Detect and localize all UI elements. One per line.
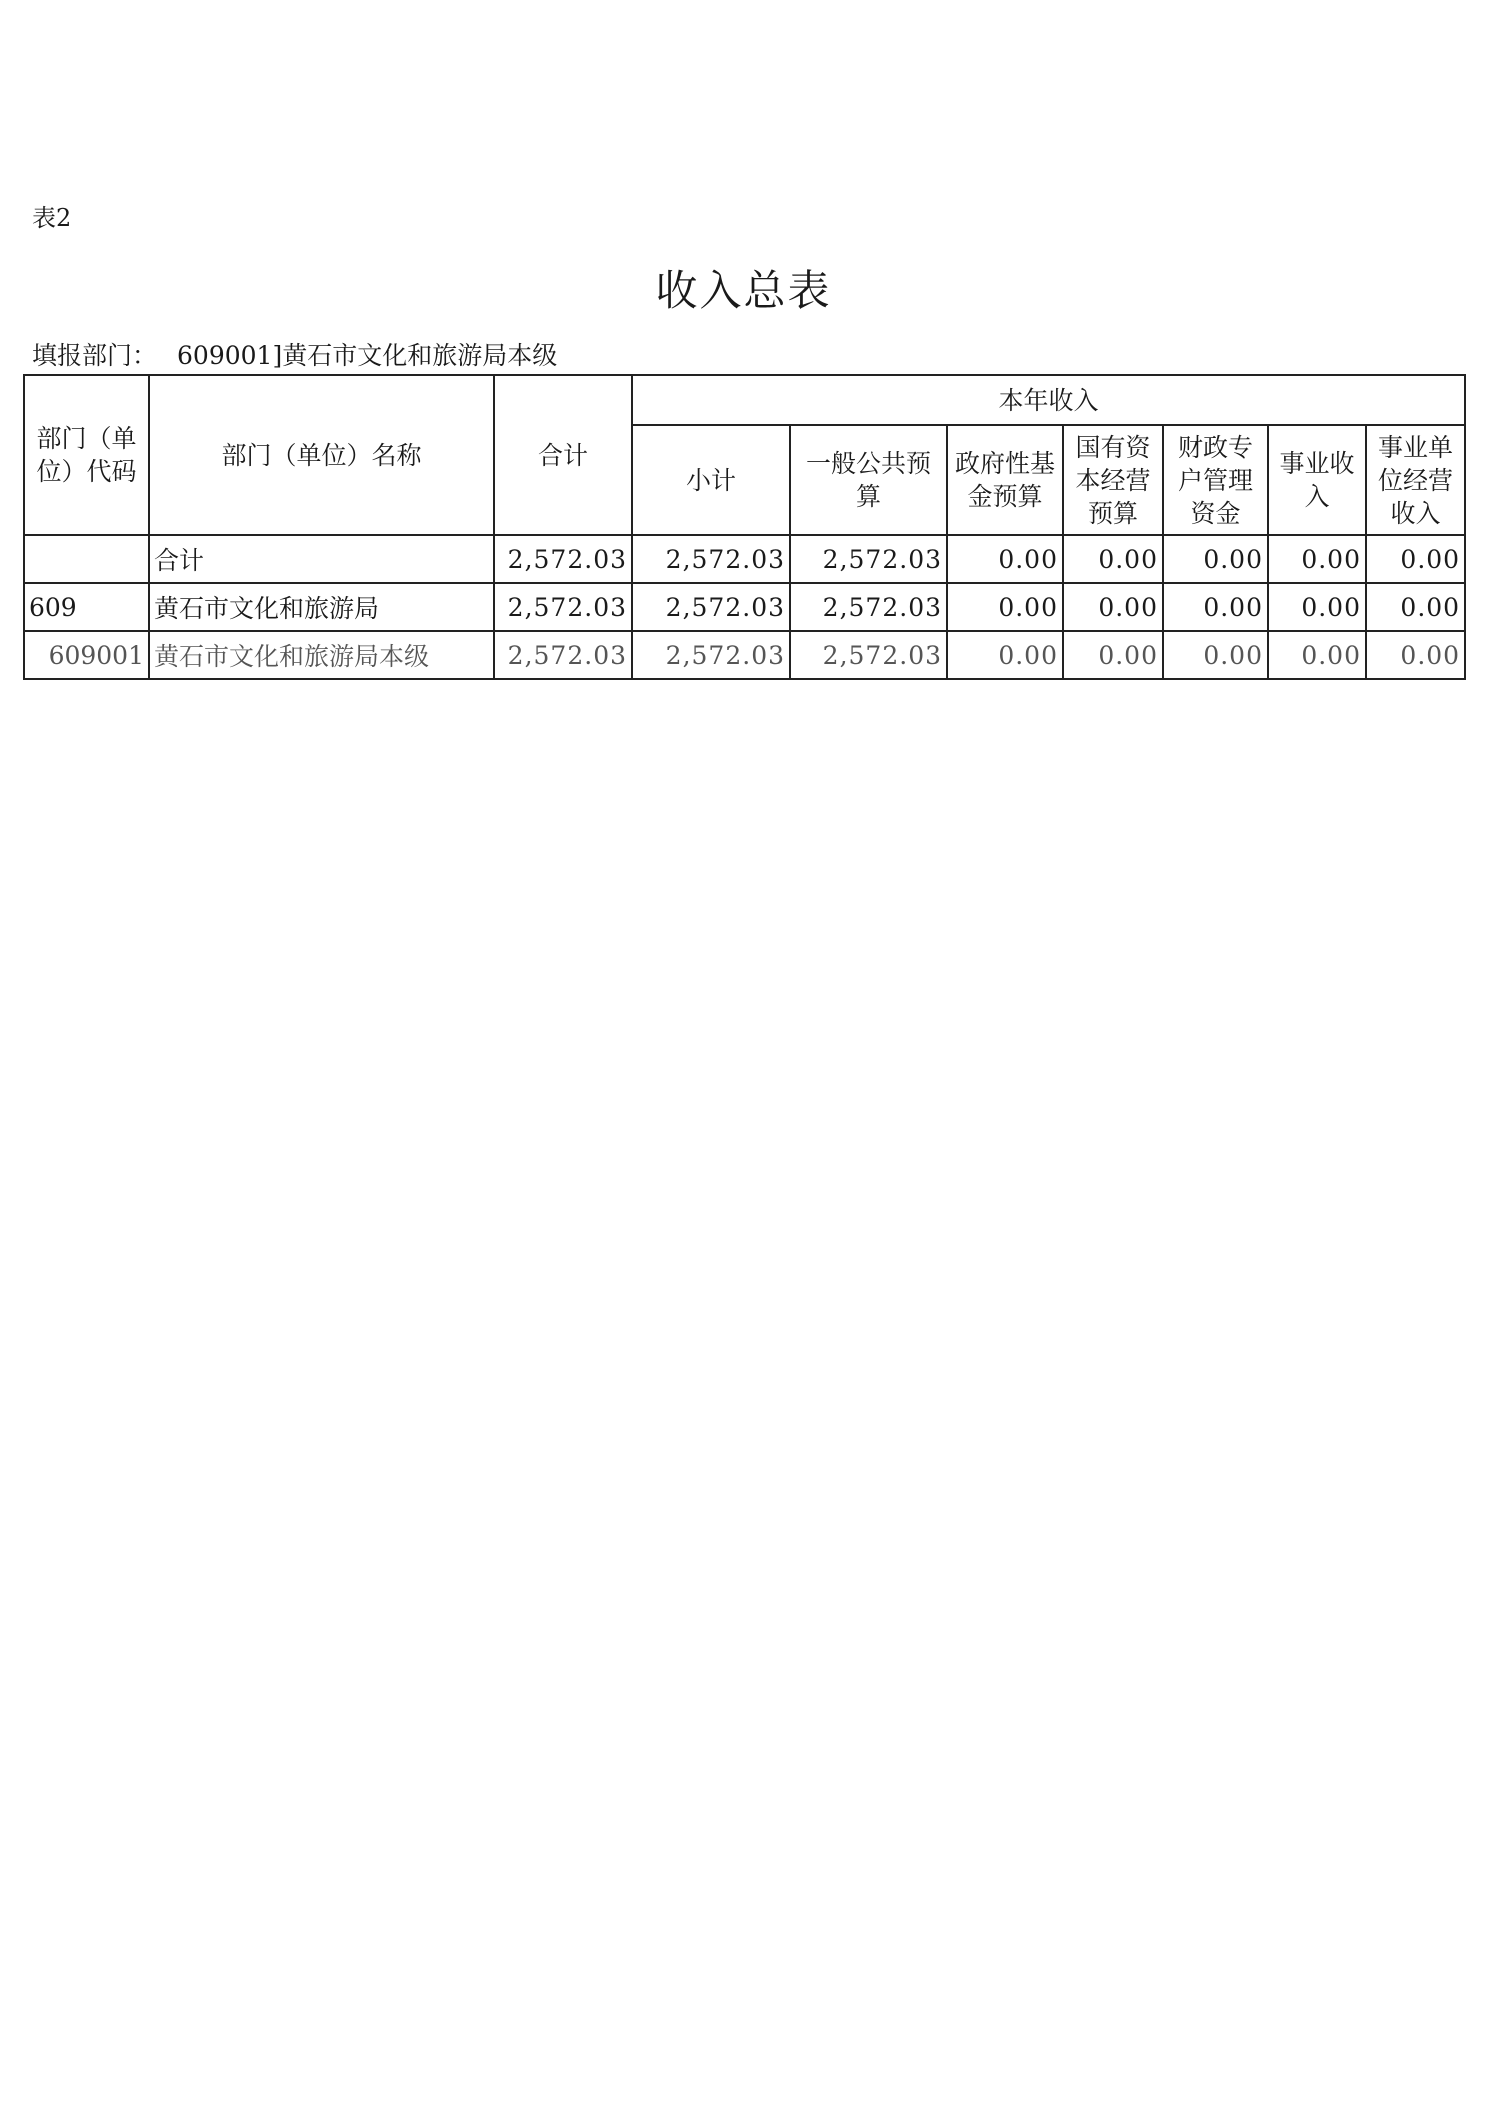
cell-name: 黄石市文化和旅游局本级 — [149, 631, 494, 679]
cell-state-capital: 0.00 — [1063, 535, 1163, 583]
cell-subtotal: 2,572.03 — [632, 535, 790, 583]
table-row — [24, 535, 1465, 583]
cell-total: 2,572.03 — [494, 535, 632, 583]
cell-gov-fund: 0.00 — [947, 535, 1063, 583]
header-fiscal-special: 财政专户管理资金 — [1163, 425, 1268, 535]
table-row — [24, 631, 1465, 679]
cell-total: 2,572.03 — [494, 583, 632, 631]
filler-value: 609001]黄石市文化和旅游局本级 — [177, 341, 558, 370]
cell-general-budget: 2,572.03 — [790, 583, 947, 631]
cell-name: 黄石市文化和旅游局 — [149, 583, 494, 631]
cell-business-income: 0.00 — [1268, 631, 1366, 679]
cell-state-capital: 0.00 — [1063, 631, 1163, 679]
filler-department — [32, 336, 557, 372]
header-business-income: 事业收入 — [1268, 425, 1366, 535]
cell-name: 合计 — [149, 535, 494, 583]
cell-business-income: 0.00 — [1268, 535, 1366, 583]
cell-gov-fund: 0.00 — [947, 583, 1063, 631]
cell-subtotal: 2,572.03 — [632, 631, 790, 679]
cell-general-budget: 2,572.03 — [790, 535, 947, 583]
cell-gov-fund: 0.00 — [947, 631, 1063, 679]
header-business-op-income: 事业单位经营收入 — [1366, 425, 1465, 535]
cell-code: 609 — [24, 583, 149, 631]
table-row — [24, 583, 1465, 631]
income-summary-table — [23, 374, 1466, 680]
cell-fiscal-special: 0.00 — [1163, 535, 1268, 583]
header-subtotal: 小计 — [632, 425, 790, 535]
page-title: 收入总表 — [655, 266, 832, 315]
header-state-capital: 国有资本经营预算 — [1063, 425, 1163, 535]
header-group-annual-income: 本年收入 — [632, 375, 1465, 425]
cell-subtotal: 2,572.03 — [632, 583, 790, 631]
cell-code: 609001 — [24, 631, 149, 679]
cell-fiscal-special: 0.00 — [1163, 631, 1268, 679]
filler-label: 填报部门： — [32, 341, 158, 370]
header-total: 合计 — [494, 375, 632, 535]
cell-business-op-income: 0.00 — [1366, 535, 1465, 583]
header-general-budget: 一般公共预算 — [790, 425, 947, 535]
cell-general-budget: 2,572.03 — [790, 631, 947, 679]
header-gov-fund: 政府性基金预算 — [947, 425, 1063, 535]
cell-business-op-income: 0.00 — [1366, 583, 1465, 631]
table-number: 表2 — [32, 204, 72, 232]
cell-business-op-income: 0.00 — [1366, 631, 1465, 679]
cell-code — [24, 535, 149, 583]
cell-fiscal-special: 0.00 — [1163, 583, 1268, 631]
cell-state-capital: 0.00 — [1063, 583, 1163, 631]
cell-business-income: 0.00 — [1268, 583, 1366, 631]
header-name: 部门（单位）名称 — [149, 375, 494, 535]
header-code: 部门（单位）代码 — [24, 375, 149, 535]
cell-total: 2,572.03 — [494, 631, 632, 679]
